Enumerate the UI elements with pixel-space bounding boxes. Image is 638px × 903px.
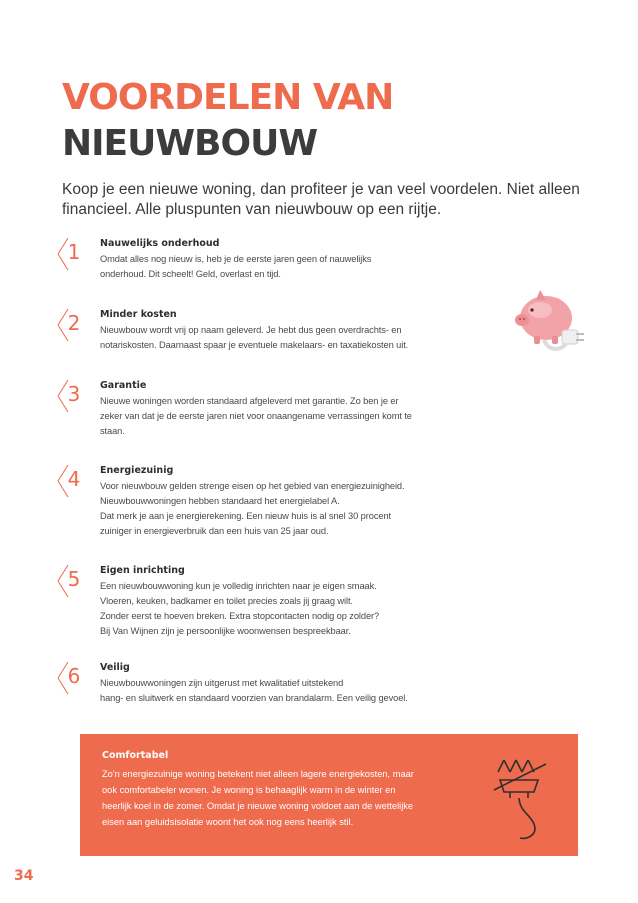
item-body: Een nieuwbouwwoning kun je volledig inrichten naar je eigen smaak. Vloeren, keuken, badkamer en toilet precies zoals jij graag wilt. Zonder eerst te hoeven breken. Extra stopcontacten nodig op zolder? Bij Van Wijnen zijn je persoonlijke woonwensen bespreekbaar. [100, 581, 380, 636]
page-title-line1: VOORDELEN VAN [62, 77, 394, 118]
page-number: 34 [14, 868, 34, 884]
page-title-line2: NIEUWBOUW [62, 123, 318, 164]
callout-title: Comfortabel [102, 750, 169, 761]
item-title: Energiezuinig [100, 465, 174, 476]
comfort-callout [80, 734, 578, 856]
item-body: Omdat alles nog nieuw is, heb je de eerste jaren geen of nauwelijks onderhoud. Dit scheelt! Geld, overlast en tijd. [100, 254, 372, 279]
item-number: 5 [67, 567, 81, 591]
number-badge [56, 563, 92, 599]
piggy-bank-icon [508, 270, 588, 360]
number-badge [56, 463, 92, 499]
item-number: 6 [67, 664, 81, 688]
callout-body: Zo'n energiezuinige woning betekent niet alleen lagere energiekosten, maar ook comfortabeler wonen. Je woning is behaaglijk warm in de winter en heerlijk koel in de zomer. Omdat je nieuwe woning voldoet aan de wettelijke eisen aan geluidsisolatie woont het ook nog eens heerlijk stil. [102, 769, 414, 827]
item-title: Eigen inrichting [100, 565, 185, 576]
item-body: Nieuwbouwwoningen zijn uitgerust met kwalitatief uitstekend hang- en sluitwerk en standaard voorzien van brandalarm. Een veilig gevoel. [100, 678, 408, 703]
item-body: Voor nieuwbouw gelden strenge eisen op het gebied van energiezuinigheid. Nieuwbouwwoningen hebben standaard het energielabel A. Dat merk je aan je energierekening. Een nieuw huis is al snel 30 procent zuiniger in energieverbruik dan een huis van 25 jaar oud. [100, 481, 405, 536]
item-number: 3 [67, 382, 81, 406]
item-title: Garantie [100, 380, 147, 391]
item-title: Minder kosten [100, 309, 177, 320]
item-body: Nieuwe woningen worden standaard afgeleverd met garantie. Zo ben je er zeker van dat je de eerste jaren niet voor onaangename verrassingen komt te staan. [100, 396, 412, 436]
item-body: Nieuwbouw wordt vrij op naam geleverd. Je hebt dus geen overdrachts- en notariskosten. Daarnaast spaar je eventuele makelaars- en taxatiekosten uit. [100, 325, 409, 350]
plug-heater-icon [490, 752, 552, 842]
intro-text: Koop je een nieuwe woning, dan profiteer je van veel voordelen. Niet alleen financieel. Alle pluspunten van nieuwbouw op een rijtje. [62, 181, 580, 218]
item-number: 1 [67, 240, 81, 264]
item-number: 4 [67, 467, 81, 491]
item-number: 2 [67, 311, 81, 335]
number-badge [56, 307, 92, 343]
number-badge [56, 660, 92, 696]
item-title: Nauwelijks onderhoud [100, 238, 220, 249]
number-badge [56, 378, 92, 414]
item-title: Veilig [100, 662, 130, 673]
number-badge [56, 236, 92, 272]
